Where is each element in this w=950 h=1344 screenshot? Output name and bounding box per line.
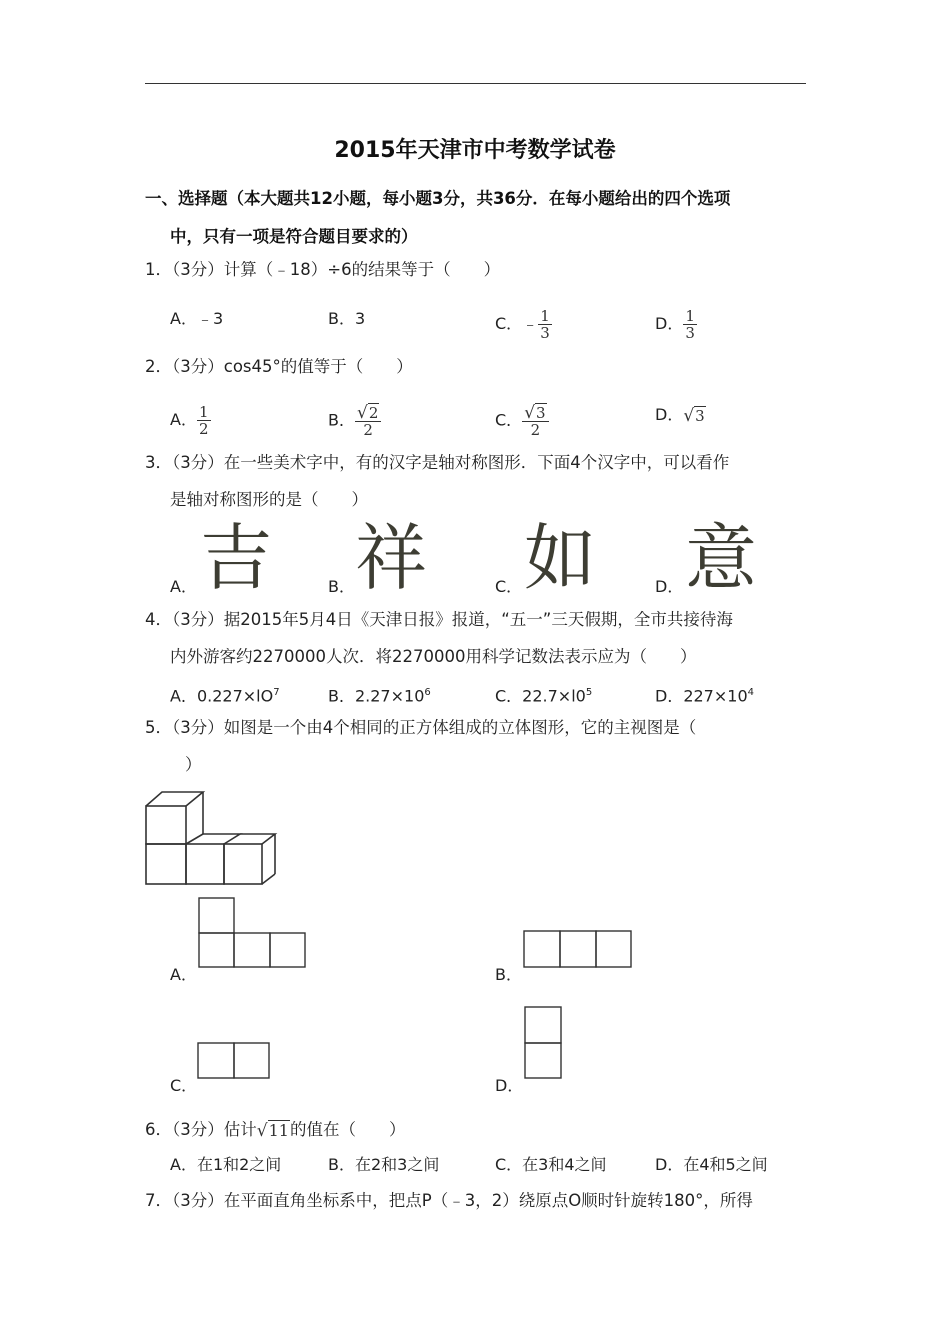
q4-option-b: B．$2.27\times 10^6$ xyxy=(328,686,431,706)
header-rule xyxy=(145,83,806,84)
q1-option-a: A．﹣3 xyxy=(170,309,224,328)
q5-option-a-view xyxy=(198,897,308,969)
page-title: 2015年天津市中考数学试卷 xyxy=(334,138,616,163)
q5-option-d: D． xyxy=(495,1076,524,1095)
q5-option-b-view xyxy=(523,930,633,970)
q3-char-ji: 吉 xyxy=(200,516,273,600)
section-heading-line2: 中，只有一项是符合题目要求的） xyxy=(170,227,418,246)
q1-option-c: C．﹣ $\frac{1}{3}$ xyxy=(495,307,550,342)
q4-option-d: D．$227\times 10^4$ xyxy=(655,686,755,706)
q6-stem: 6．（3分）估计√11的值在（ ） xyxy=(145,1120,406,1141)
q1-option-b: B．3 xyxy=(328,309,366,328)
q3-option-a: A． xyxy=(170,577,197,596)
q6-option-a: A．在1和2之间 xyxy=(170,1155,282,1174)
q3-option-b: B． xyxy=(328,577,355,596)
q1-option-d: D． $\frac{1}{3}$ xyxy=(655,307,695,342)
q1-stem: 1．（3分）计算（﹣18）÷6的结果等于（ ） xyxy=(145,260,501,279)
q4-stem-line1: 4．（3分）据2015年5月4日《天津日报》报道，“五一”三天假期，全市共接待海 xyxy=(145,610,733,629)
q2-option-c: C． $\frac{√3}{2}$ xyxy=(495,404,549,438)
q5-option-c: C． xyxy=(170,1076,198,1095)
q5-option-a: A． xyxy=(170,965,197,984)
q5-solid-figure xyxy=(143,788,283,888)
q6-option-c: C．在3和4之间 xyxy=(495,1155,607,1174)
q5-option-b: B． xyxy=(495,965,522,984)
q6-option-b: B．在2和3之间 xyxy=(328,1155,440,1174)
q3-stem-line2: 是轴对称图形的是（ ） xyxy=(170,490,368,509)
q5-stem-line1: 5．（3分）如图是一个由4个相同的正方体组成的立体图形，它的主视图是（ xyxy=(145,718,697,737)
q3-char-yi: 意 xyxy=(685,516,758,600)
q2-option-b: B． $\frac{√2}{2}$ xyxy=(328,404,381,438)
q4-option-a: A．$0.227\times lO^7$ xyxy=(170,686,280,706)
q3-option-d: D． xyxy=(655,577,684,596)
q4-option-c: C．$22.7\times l0^5$ xyxy=(495,686,593,706)
section-heading-line1: 一、选择题（本大题共12小题，每小题3分，共36分．在每小题给出的四个选项 xyxy=(145,189,731,208)
q5-stem-line2: ） xyxy=(185,755,202,774)
q7-stem-line1: 7．（3分）在平面直角坐标系中，把点P（﹣3，2）绕原点O顺时针旋转180°，所得 xyxy=(145,1191,753,1210)
q2-stem: 2．（3分）cos45°的值等于（ ） xyxy=(145,357,413,376)
q5-option-c-view xyxy=(197,1042,272,1080)
q2-option-d: D．√3 xyxy=(655,405,705,426)
q3-option-c: C． xyxy=(495,577,523,596)
q3-char-xiang: 祥 xyxy=(355,516,428,600)
q3-char-ru: 如 xyxy=(524,516,597,600)
q4-stem-line2: 内外游客约2270000人次．将2270000用科学记数法表示应为（ ） xyxy=(170,647,697,666)
q3-stem-line1: 3．（3分）在一些美术字中，有的汉字是轴对称图形．下面4个汉字中，可以看作 xyxy=(145,453,730,472)
q6-option-d: D．在4和5之间 xyxy=(655,1155,768,1174)
q2-option-a: A． $\frac{1}{2}$ xyxy=(170,403,209,438)
q5-option-d-view xyxy=(524,1006,564,1081)
